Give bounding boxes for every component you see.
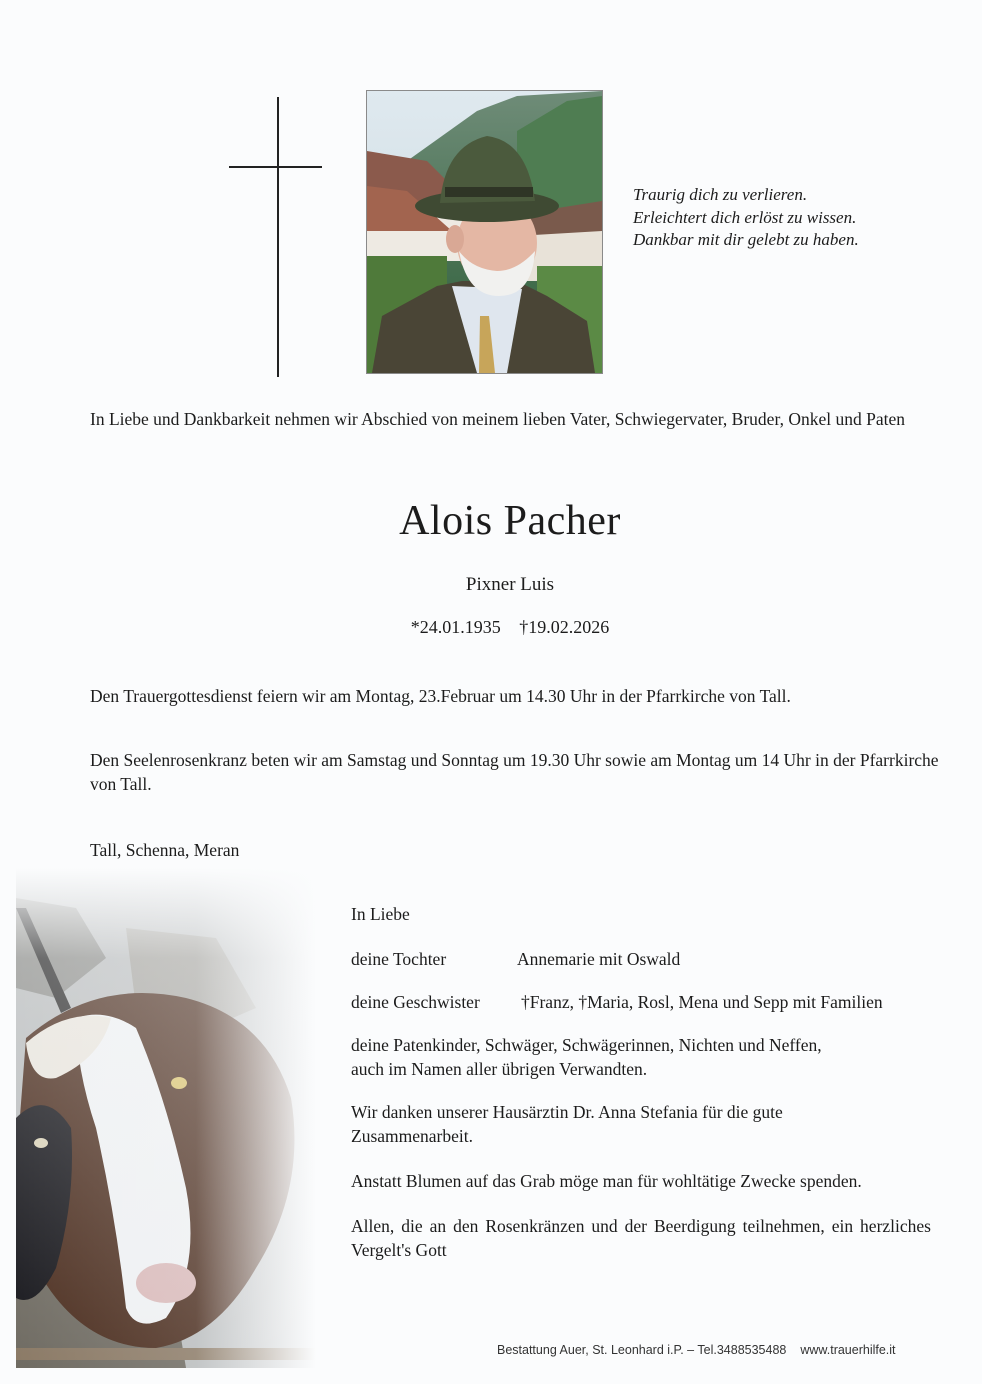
siblings-row: [351, 990, 941, 1014]
daughter-names: Annemarie mit Oswald: [517, 949, 681, 969]
deceased-name: Alois Pacher: [399, 498, 621, 544]
quote-line-2: Erleichtert dich erlöst zu wissen.: [633, 207, 857, 227]
death-date: †19.02.2026: [519, 617, 610, 637]
website-link[interactable]: www.trauerhilfe.it: [800, 1343, 896, 1357]
siblings-names: †Franz, †Maria, Rosl, Mena und Sepp mit Familien: [521, 992, 883, 1012]
intro-text: In Liebe und Dankbarkeit nehmen wir Abschied von meinem lieben Vater, Schwiegervater, Bruder, Onkel und Paten: [90, 409, 905, 429]
mourners-heading: In Liebe: [351, 904, 410, 924]
siblings-label: deine Geschwister: [351, 992, 480, 1012]
sheep-photo: [16, 868, 316, 1368]
rosary-text: Den Seelenrosenkranz beten wir am Samstag und Sonntag um 19.30 Uhr sowie am Montag um 14 Uhr in der Pfarrkirche von Tall.: [90, 750, 939, 794]
funeral-home-footer: [497, 1343, 896, 1357]
funeral-home-info: Bestattung Auer, St. Leonhard i.P. – Tel.3488535488: [497, 1343, 787, 1357]
relatives-line-1: deine Patenkinder, Schwäger, Schwägerinnen, Nichten und Neffen,: [351, 1035, 822, 1055]
cross-vertical: [277, 97, 279, 377]
portrait-photo: [366, 90, 603, 374]
daughter-label: deine Tochter: [351, 949, 447, 969]
cross-horizontal: [229, 166, 322, 168]
closing-text: Allen, die an den Rosenkränzen und der Beerdigung teilnehmen, ein herzliches Vergelt's Gott: [351, 1216, 931, 1260]
relatives-text: [351, 1033, 941, 1081]
flowers-text: Anstatt Blumen auf das Grab möge man für wohltätige Zwecke spenden.: [351, 1171, 862, 1191]
memorial-quote: [633, 184, 859, 252]
relatives-line-2: auch im Namen aller übrigen Verwandten.: [351, 1059, 648, 1079]
funeral-service-text: Den Trauergottesdienst feiern wir am Montag, 23.Februar um 14.30 Uhr in der Pfarrkirche von Tall.: [90, 686, 791, 706]
thanks-text: Wir danken unserer Hausärztin Dr. Anna Stefania für die gute Zusammenarbeit.: [351, 1102, 783, 1146]
life-dates: [0, 617, 982, 638]
daughter-row: [351, 947, 941, 971]
places-text: Tall, Schenna, Meran: [90, 840, 240, 860]
birth-date: *24.01.1935: [410, 617, 501, 637]
deceased-nickname: Pixner Luis: [465, 574, 555, 595]
quote-line-3: Dankbar mit dir gelebt zu haben.: [633, 230, 859, 249]
quote-line-1: Traurig dich zu verlieren.: [633, 185, 808, 204]
